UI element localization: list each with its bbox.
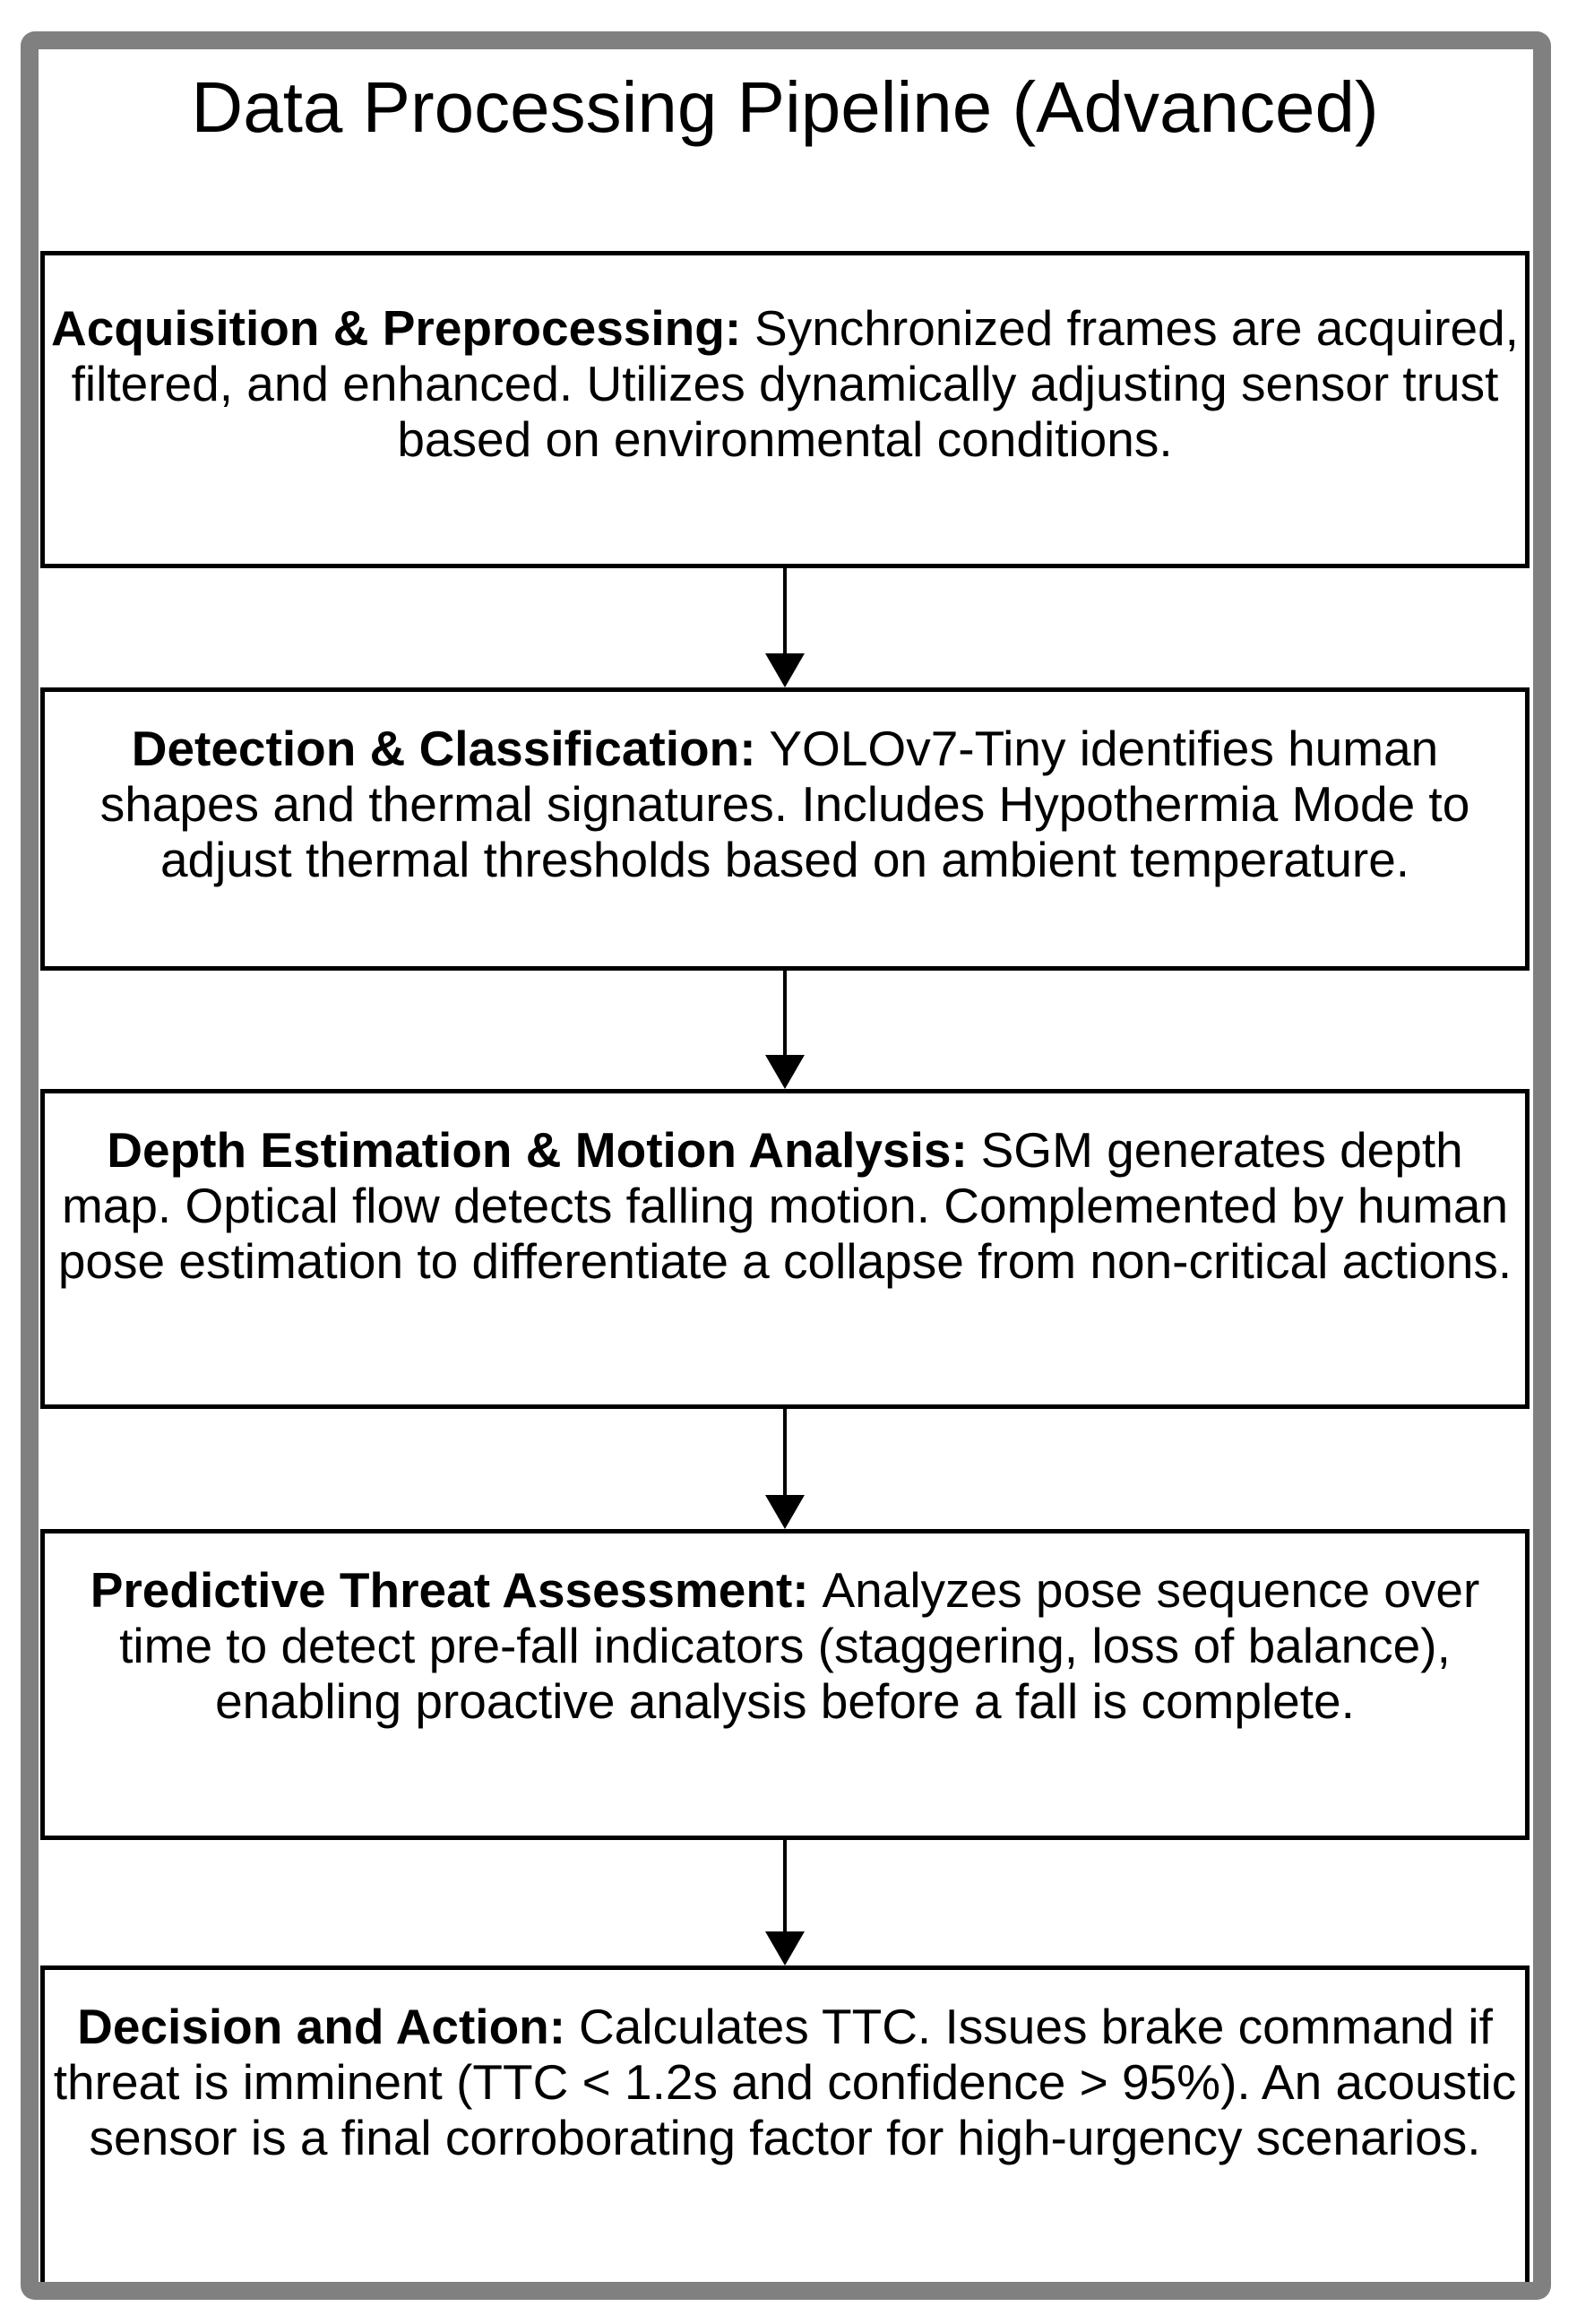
flow-arrow-down-icon bbox=[765, 971, 805, 1089]
pipeline-step-decision-action bbox=[40, 1965, 1530, 2295]
pipeline-step-threat-assessment bbox=[40, 1529, 1530, 1840]
pipeline-step-detection bbox=[40, 687, 1530, 971]
step-text bbox=[45, 1093, 1525, 1289]
step-text bbox=[45, 1533, 1525, 1729]
step-body: YOLOv7-Tiny identifies human shapes and thermal signatures. Includes Hypothermia Mode to adjust thermal thresholds based on ambient temperature. bbox=[99, 721, 1470, 887]
pipeline-step-depth-motion bbox=[40, 1089, 1530, 1409]
step-body: Synchronized frames are acquired, filtered, and enhanced. Utilizes dynamically adjusting sensor trust based on environmental conditions. bbox=[71, 300, 1519, 467]
step-text bbox=[45, 692, 1525, 887]
arrow-head bbox=[765, 1495, 805, 1529]
arrow-head bbox=[765, 1931, 805, 1965]
step-body: SGM generates depth map. Optical flow detects falling motion. Complemented by human pose estimation to differentiate a collapse from non-critical actions. bbox=[57, 1122, 1512, 1289]
flow-arrow-down-icon bbox=[765, 1840, 805, 1965]
arrow-head bbox=[765, 653, 805, 687]
arrow-head bbox=[765, 1055, 805, 1089]
pipeline-step-acquisition bbox=[40, 251, 1530, 568]
step-body: Analyzes pose sequence over time to detect pre-fall indicators (staggering, loss of balance), enabling proactive analysis before a fall is complete. bbox=[119, 1562, 1480, 1729]
step-heading: Detection & Classification: bbox=[131, 721, 756, 776]
diagram-title: Data Processing Pipeline (Advanced) bbox=[191, 67, 1379, 147]
step-text bbox=[45, 1970, 1525, 2165]
step-heading: Decision and Action: bbox=[77, 1999, 566, 2054]
step-heading: Predictive Threat Assessment: bbox=[90, 1562, 809, 1618]
step-heading: Acquisition & Preprocessing: bbox=[51, 300, 742, 356]
step-body: Calculates TTC. Issues brake command if threat is imminent (TTC < 1.2s and confidence > 95%). An acoustic sensor is a final corroborating factor for high-urgency scenarios. bbox=[53, 1999, 1517, 2165]
step-heading: Depth Estimation & Motion Analysis: bbox=[107, 1122, 968, 1178]
flow-arrow-down-icon bbox=[765, 568, 805, 687]
flow-arrow-down-icon bbox=[765, 1409, 805, 1529]
step-text bbox=[45, 255, 1525, 467]
